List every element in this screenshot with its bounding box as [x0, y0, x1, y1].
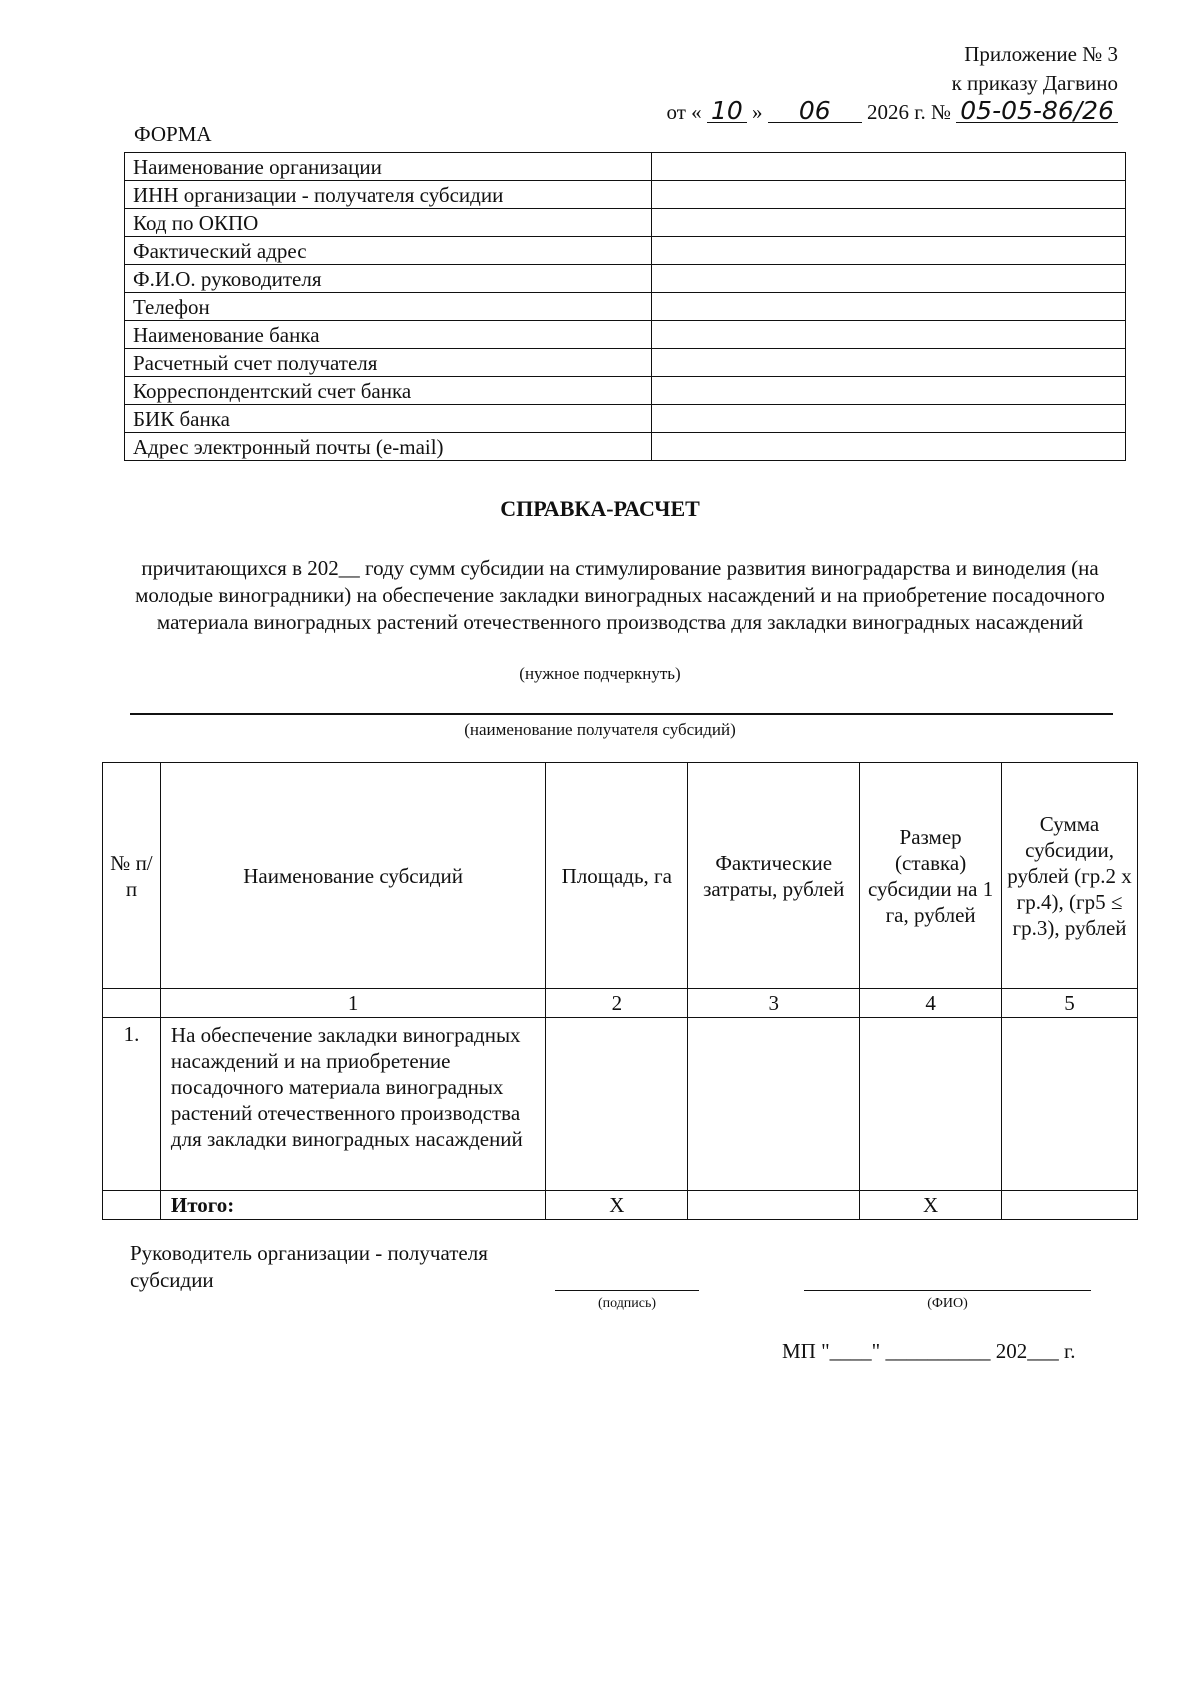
requisite-label: Ф.И.О. руководителя: [125, 265, 652, 293]
signatory-role: Руководитель организации - получателя субсидии: [130, 1241, 488, 1292]
requisite-label: БИК банка: [125, 405, 652, 433]
requisite-row: [125, 321, 1126, 349]
column-numbers-row: [103, 989, 1138, 1018]
requisite-row: [125, 433, 1126, 461]
requisite-label: Фактический адрес: [125, 237, 652, 265]
requisite-value-field[interactable]: [652, 265, 1126, 293]
row-area-cell[interactable]: [546, 1018, 688, 1191]
underline-hint: (нужное подчеркнуть): [519, 664, 681, 683]
requisite-label: Наименование организации: [125, 153, 652, 181]
requisite-label: Расчетный счет получателя: [125, 349, 652, 377]
header-area: Площадь, га: [546, 763, 688, 989]
row-amount-cell[interactable]: [1002, 1018, 1138, 1191]
table-header-row: [103, 763, 1138, 989]
header-name: Наименование субсидий: [160, 763, 545, 989]
signature-caption: (подпись): [597, 1296, 657, 1311]
signature-field[interactable]: [555, 1290, 699, 1291]
recipient-caption: (наименование получателя субсидий): [464, 720, 736, 739]
requisite-value-field[interactable]: [652, 293, 1126, 321]
requisite-label: Адрес электронный почты (e-mail): [125, 433, 652, 461]
requisite-row: [125, 265, 1126, 293]
document-description: причитающихся в 202__ году сумм субсидии на стимулирование развития виноградарства и виноделия (на молодые виноградники) на обеспечение закладки виноградных насаждений и на приобретение посадочного материала виноградных растений отечественного производства для закладки виноградных насаждений: [135, 556, 1105, 634]
table-row: [103, 1018, 1138, 1191]
header-actual-costs: Фактические затраты, рублей: [688, 763, 860, 989]
forma-label: ФОРМА: [134, 122, 212, 146]
header-num: № п/п: [103, 763, 161, 989]
full-name-caption: (ФИО): [927, 1296, 968, 1311]
row-actual-costs-cell[interactable]: [688, 1018, 860, 1191]
requisite-label: Наименование банка: [125, 321, 652, 349]
column-number: 3: [688, 989, 860, 1018]
requisite-value-field[interactable]: [652, 377, 1126, 405]
requisite-row: [125, 293, 1126, 321]
total-rate: Х: [860, 1191, 1002, 1220]
requisite-value-field[interactable]: [652, 321, 1126, 349]
requisite-value-field[interactable]: [652, 349, 1126, 377]
date-prefix: от «: [666, 100, 702, 124]
requisite-row: [125, 237, 1126, 265]
stamp-date-line: МП "____" __________ 202___ г.: [782, 1339, 1076, 1363]
document-title: СПРАВКА-РАСЧЕТ: [500, 496, 700, 521]
requisite-value-field[interactable]: [652, 237, 1126, 265]
full-name-field[interactable]: [804, 1290, 1091, 1291]
total-row: [103, 1191, 1138, 1220]
appendix-date-line: [667, 98, 1118, 127]
recipient-name-field[interactable]: [130, 713, 1113, 715]
requisite-value-field[interactable]: [652, 153, 1126, 181]
row-subsidy-name: На обеспечение закладки виноградных насаждений и на приобретение посадочного материала виноградных растений отечественного производства для закладки виноградных насаждений: [160, 1018, 545, 1191]
requisite-label: ИНН организации - получателя субсидии: [125, 181, 652, 209]
handwritten-month: 06: [768, 100, 862, 123]
requisite-row: [125, 153, 1126, 181]
requisite-label: Код по ОКПО: [125, 209, 652, 237]
requisite-label: Телефон: [125, 293, 652, 321]
column-number: [103, 989, 161, 1018]
column-number: 1: [160, 989, 545, 1018]
requisite-row: [125, 405, 1126, 433]
column-number: 4: [860, 989, 1002, 1018]
date-year: 2026 г. №: [867, 100, 952, 124]
date-mid: »: [752, 100, 763, 124]
requisite-row: [125, 181, 1126, 209]
row-rate-cell[interactable]: [860, 1018, 1002, 1191]
requisite-row: [125, 349, 1126, 377]
requisite-value-field[interactable]: [652, 181, 1126, 209]
requisites-table: [124, 152, 1126, 461]
total-area: Х: [546, 1191, 688, 1220]
appendix-header: [667, 40, 1118, 127]
handwritten-order-number: 05-05-86/26: [956, 100, 1118, 123]
requisite-value-field[interactable]: [652, 433, 1126, 461]
row-number: 1.: [103, 1018, 161, 1191]
total-actual-costs[interactable]: [688, 1191, 860, 1220]
total-label: Итого:: [160, 1191, 545, 1220]
total-amount[interactable]: [1002, 1191, 1138, 1220]
appendix-number: Приложение № 3: [964, 42, 1118, 66]
header-rate: Размер (ставка) субсидии на 1 га, рублей: [860, 763, 1002, 989]
requisite-value-field[interactable]: [652, 405, 1126, 433]
appendix-order-ref: к приказу Дагвино: [951, 71, 1118, 95]
header-amount: Сумма субсидии, рублей (гр.2 х гр.4), (гр5 ≤ гр.3), рублей: [1002, 763, 1138, 989]
requisite-value-field[interactable]: [652, 209, 1126, 237]
column-number: 2: [546, 989, 688, 1018]
requisite-row: [125, 209, 1126, 237]
requisite-label: Корреспондентский счет банка: [125, 377, 652, 405]
column-number: 5: [1002, 989, 1138, 1018]
total-num-cell: [103, 1191, 161, 1220]
handwritten-day: 10: [707, 100, 747, 123]
requisite-row: [125, 377, 1126, 405]
subsidy-table: [102, 762, 1138, 1220]
